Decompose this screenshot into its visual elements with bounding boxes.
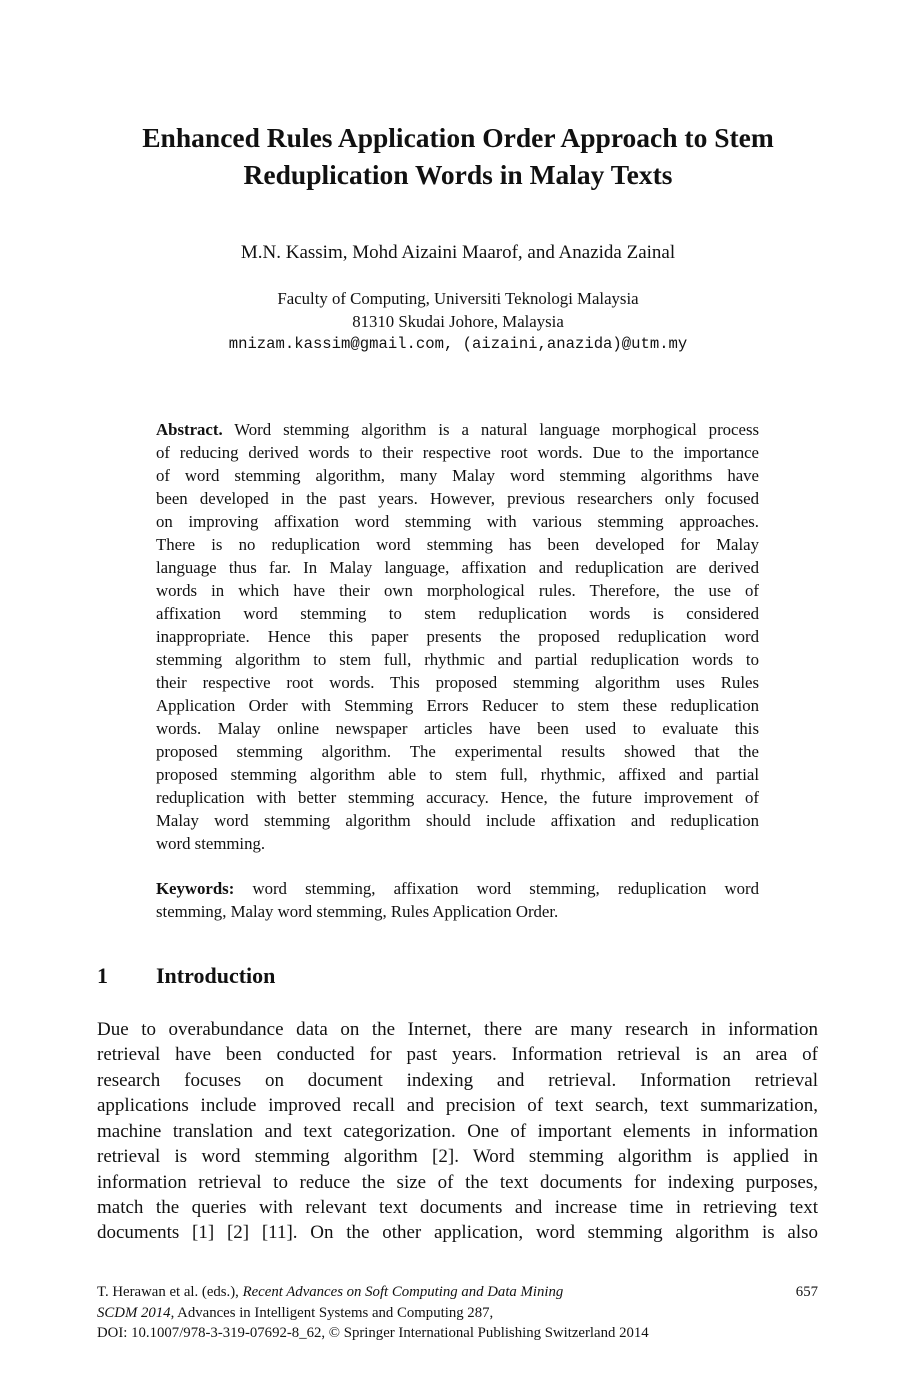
abstract-line: reduplication with better stemming accuracy. Hence, the future improvement of	[156, 788, 759, 807]
section-number: 1	[97, 963, 108, 988]
title-line: Reduplication Words in Malay Texts	[243, 159, 673, 190]
abstract-line: their respective root words. This proposed stemming algorithm uses Rules	[156, 673, 759, 692]
body-line: machine translation and text categorization. One of important elements in information	[97, 1121, 818, 1142]
authors: M.N. Kassim, Mohd Aizaini Maarof, and Anazida Zainal	[240, 242, 676, 263]
body-line: documents [1] [2] [11]. On the other application, word stemming algorithm is also	[97, 1222, 818, 1243]
section-title: Introduction	[156, 963, 276, 988]
footer-line: SCDM 2014, Advances in Intelligent Systems and Computing 287,	[97, 1305, 494, 1321]
abstract-label: Abstract.	[156, 420, 223, 439]
keywords-label: Keywords:	[156, 879, 235, 898]
abstract-line: There is no reduplication word stemming has been developed for Malay	[156, 535, 759, 554]
abstract-line: affixation word stemming to stem reduplication words is considered	[156, 604, 759, 623]
abstract-line: Malay word stemming algorithm should include affixation and reduplication	[156, 811, 759, 830]
body-line: Due to overabundance data on the Internet, there are many research in information	[97, 1019, 818, 1040]
affiliation-line: 81310 Skudai Johore, Malaysia	[352, 312, 564, 331]
footer-doi: DOI: 10.1007/978-3-319-07692-8_62, © Springer International Publishing Switzerland 2014	[97, 1325, 649, 1341]
abstract-line: word stemming.	[156, 834, 266, 853]
body-line: applications include improved recall and precision of text search, text summarization,	[97, 1095, 818, 1116]
abstract-line: Abstract. Word stemming algorithm is a natural language morphogical process	[156, 420, 759, 439]
abstract-line: of word stemming algorithm, many Malay word stemming algorithms have	[156, 466, 759, 485]
abstract-line: stemming algorithm to stem full, rhythmic and partial reduplication words to	[156, 650, 759, 669]
body-line: research focuses on document indexing and retrieval. Information retrieval	[97, 1070, 818, 1091]
body-line: information retrieval to reduce the size of the text documents for indexing purposes,	[97, 1172, 818, 1193]
abstract-line: on improving affixation word stemming with various stemming approaches.	[156, 512, 759, 531]
abstract-line: inappropriate. Hence this paper presents the proposed reduplication word	[156, 627, 759, 646]
paper-title	[0, 119, 916, 193]
footer-line: T. Herawan et al. (eds.), Recent Advances on Soft Computing and Data Mining	[97, 1284, 564, 1300]
conference-name: SCDM 2014	[97, 1305, 171, 1321]
abstract-line: words. Malay online newspaper articles have been used to evaluate this	[156, 719, 759, 738]
abstract-line: proposed stemming algorithm able to stem full, rhythmic, affixed and partial	[156, 765, 759, 784]
abstract-line: proposed stemming algorithm. The experimental results showed that the	[156, 742, 759, 761]
keywords-line: stemming, Malay word stemming, Rules Application Order.	[156, 902, 559, 921]
abstract-line: language thus far. In Malay language, affixation and reduplication are derived	[156, 558, 759, 577]
body-line: retrieval is word stemming algorithm [2]. Word stemming algorithm is applied in	[97, 1146, 818, 1167]
affiliation-line: Faculty of Computing, Universiti Teknologi Malaysia	[277, 289, 639, 308]
abstract-line: been developed in the past years. However, previous researchers only focused	[156, 489, 759, 508]
body-line: retrieval have been conducted for past years. Information retrieval is an area of	[97, 1044, 818, 1065]
abstract-line: Application Order with Stemming Errors Reducer to stem these reduplication	[156, 696, 759, 715]
keywords-line: Keywords: word stemming, affixation word stemming, reduplication word	[156, 879, 759, 898]
book-title: Recent Advances on Soft Computing and Data Mining	[242, 1284, 564, 1300]
title-line: Enhanced Rules Application Order Approach to Stem	[142, 122, 774, 153]
page-number: 657	[795, 1284, 818, 1300]
abstract-line: words in which have their own morphological rules. Therefore, the use of	[156, 581, 759, 600]
abstract-line: of reducing derived words to their respective root words. Due to the importance	[156, 443, 759, 462]
author-emails: mnizam.kassim@gmail.com, (aizaini,anazida)@utm.my	[228, 335, 688, 353]
affiliation	[0, 287, 916, 333]
body-line: match the queries with relevant text documents and increase time in retrieving text	[97, 1197, 818, 1218]
